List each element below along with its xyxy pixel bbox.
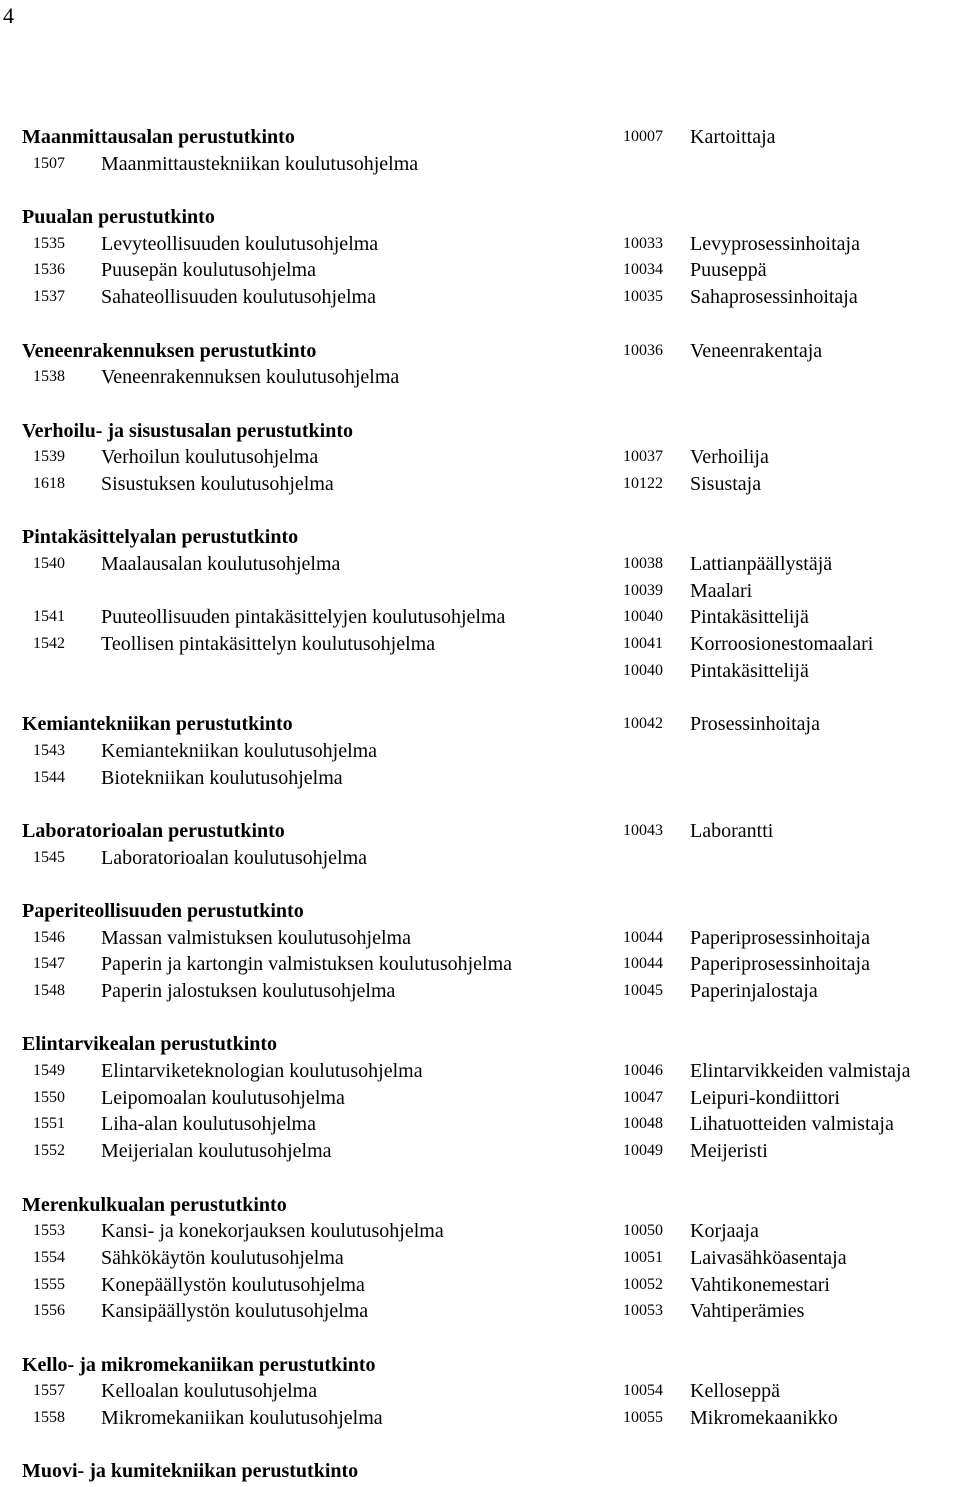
program-name: Liha-alan koulutusohjelma: [101, 1113, 316, 1136]
occupation-name: Paperiprosessinhoitaja: [690, 926, 870, 949]
occupation-name: Sisustaja: [690, 472, 762, 495]
occupation-code: 10050: [623, 1222, 663, 1240]
program-row: [0, 1058, 960, 1085]
occupation-code: 10055: [623, 1409, 663, 1426]
program-code: 1555: [33, 1275, 65, 1293]
occupation-code: 10122: [623, 474, 663, 492]
program-name: Kelloalan koulutusohjelma: [101, 1380, 318, 1403]
occupation-code: 10040: [623, 608, 663, 626]
section-heading-row: [0, 524, 960, 551]
program-code: 1543: [33, 741, 65, 759]
program-code: 1557: [33, 1382, 65, 1400]
program-row: [0, 604, 960, 631]
occupation-name: Meijeristi: [690, 1140, 768, 1163]
occupation-code: 10007: [623, 128, 663, 145]
program-row: [0, 978, 960, 1005]
occupation-code: 10048: [623, 1115, 663, 1133]
page-number: 4: [3, 3, 14, 28]
section-title: Merenkulkualan perustutkinto: [22, 1193, 287, 1216]
occupation-code: 10054: [623, 1382, 663, 1400]
section-spacer: [0, 498, 960, 525]
occupation-code: 10053: [623, 1302, 663, 1320]
program-code: 1541: [33, 608, 65, 626]
section-heading-row: [0, 1192, 960, 1219]
program-code: 1547: [33, 955, 65, 973]
occupation-code: 10034: [623, 261, 663, 279]
occupation-name: Verhoilija: [690, 446, 769, 469]
program-row: [0, 364, 960, 391]
occupation-name: Vahtiperämies: [690, 1300, 805, 1323]
program-code: 1545: [33, 848, 65, 866]
program-row: [0, 257, 960, 284]
program-name: Sähkökäytön koulutusohjelma: [101, 1246, 344, 1269]
program-name: Teollisen pintakäsittelyn koulutusohjelma: [101, 633, 436, 656]
section-title: Elintarvikealan perustutkinto: [22, 1033, 278, 1056]
program-code: 1554: [33, 1248, 65, 1266]
section-heading-row: [0, 1352, 960, 1379]
occupation-code: 10041: [623, 635, 663, 653]
program-code: 1558: [33, 1409, 65, 1426]
program-name: Verhoilun koulutusohjelma: [101, 446, 319, 469]
program-code: 1542: [33, 635, 65, 653]
program-code: 1553: [33, 1222, 65, 1240]
program-name: Sisustuksen koulutusohjelma: [101, 472, 334, 495]
program-row: [0, 631, 960, 658]
program-name: Massan valmistuksen koulutusohjelma: [101, 926, 411, 949]
section-heading-row: [0, 124, 960, 151]
section-heading-row: [0, 818, 960, 845]
program-row: [0, 1405, 960, 1432]
program-row: [0, 1298, 960, 1325]
program-row: [0, 284, 960, 311]
section-title: Puualan perustutkinto: [22, 206, 215, 229]
occupation-name: Veneenrakentaja: [690, 339, 823, 362]
program-row: [0, 845, 960, 872]
section-spacer: [0, 311, 960, 338]
section-title: Maanmittausalan perustutkinto: [22, 126, 295, 148]
program-name: Levyteollisuuden koulutusohjelma: [101, 232, 379, 255]
occupation-name: Laivasähköasentaja: [690, 1246, 847, 1269]
occupation-code: 10036: [623, 341, 663, 359]
program-row: [0, 951, 960, 978]
qualification-list: [0, 124, 960, 1485]
program-code: 1535: [33, 234, 65, 252]
program-name: Meijerialan koulutusohjelma: [101, 1140, 332, 1163]
section-title: Paperiteollisuuden perustutkinto: [22, 899, 304, 922]
occupation-code: 10049: [623, 1142, 663, 1160]
program-name: Kansi- ja konekorjauksen koulutusohjelma: [101, 1220, 444, 1243]
occupation-name: Lihatuotteiden valmistaja: [690, 1113, 894, 1136]
section-heading-row: [0, 204, 960, 231]
occupation-code: 10035: [623, 288, 663, 306]
occupation-code: 10044: [623, 928, 663, 946]
occupation-name: Korjaaja: [690, 1220, 759, 1243]
occupation-name: Korroosionestomaalari: [690, 633, 874, 656]
program-name: Kemiantekniikan koulutusohjelma: [101, 739, 378, 762]
program-row: [0, 765, 960, 792]
program-code: 1537: [33, 288, 65, 306]
section-spacer: [0, 871, 960, 898]
program-name: Elintarviketeknologian koulutusohjelma: [101, 1060, 423, 1083]
occupation-name: Sahaprosessinhoitaja: [690, 286, 858, 309]
section-title: Kemiantekniikan perustutkinto: [22, 713, 293, 736]
occupation-name: Levyprosessinhoitaja: [690, 232, 860, 255]
program-code: 1540: [33, 555, 65, 572]
section-title: Verhoilu- ja sisustusalan perustutkinto: [22, 419, 354, 442]
occupation-name: Lattianpäällystäjä: [690, 553, 833, 575]
program-name: Paperin ja kartongin valmistuksen koulutusohjelma: [101, 953, 513, 976]
occupation-code: 10040: [623, 661, 663, 679]
section-spacer: [0, 391, 960, 418]
section-spacer: [0, 1432, 960, 1459]
program-row: [0, 231, 960, 258]
program-row: [0, 444, 960, 471]
program-name: Veneenrakennuksen koulutusohjelma: [101, 366, 400, 389]
occupation-code: 10051: [623, 1248, 663, 1266]
program-row: [0, 925, 960, 952]
program-name: Maalausalan koulutusohjelma: [101, 553, 341, 575]
program-row: [0, 658, 960, 685]
occupation-code: 10046: [623, 1062, 663, 1080]
occupation-name: Puuseppä: [690, 259, 767, 282]
section-heading-row: [0, 1458, 960, 1485]
program-row: [0, 738, 960, 765]
program-row: [0, 551, 960, 578]
section-heading-row: [0, 418, 960, 445]
program-code: 1507: [33, 154, 65, 172]
section-spacer: [0, 1005, 960, 1032]
occupation-code: 10042: [623, 715, 663, 733]
occupation-name: Pintakäsittelijä: [690, 659, 809, 682]
occupation-name: Pintakäsittelijä: [690, 606, 809, 629]
section-heading-row: [0, 711, 960, 738]
program-name: Paperin jalostuksen koulutusohjelma: [101, 980, 396, 1002]
occupation-code: 10033: [623, 234, 663, 252]
program-code: 1538: [33, 368, 65, 386]
program-code: 1539: [33, 448, 65, 466]
program-row: [0, 1138, 960, 1165]
program-row: [0, 578, 960, 605]
program-code: 1550: [33, 1088, 65, 1106]
program-row: [0, 1111, 960, 1138]
program-row: [0, 1218, 960, 1245]
section-spacer: [0, 1165, 960, 1192]
occupation-code: 10038: [623, 555, 663, 572]
program-code: 1552: [33, 1142, 65, 1160]
occupation-code: 10047: [623, 1088, 663, 1106]
program-name: Sahateollisuuden koulutusohjelma: [101, 286, 376, 309]
section-title: Muovi- ja kumitekniikan perustutkinto: [22, 1460, 359, 1483]
program-row: [0, 1378, 960, 1405]
section-title: Veneenrakennuksen perustutkinto: [22, 339, 317, 362]
program-row: [0, 1085, 960, 1112]
occupation-code: 10044: [623, 955, 663, 973]
occupation-code: 10043: [623, 821, 663, 839]
program-row: [0, 1245, 960, 1272]
program-code: 1548: [33, 982, 65, 999]
program-code: 1546: [33, 928, 65, 946]
program-code: 1551: [33, 1115, 65, 1133]
program-row: [0, 151, 960, 178]
program-name: Konepäällystön koulutusohjelma: [101, 1273, 365, 1296]
program-name: Puuteollisuuden pintakäsittelyjen koulutusohjelma: [101, 606, 506, 629]
program-row: [0, 471, 960, 498]
program-name: Puusepän koulutusohjelma: [101, 259, 316, 282]
occupation-code: 10037: [623, 448, 663, 466]
occupation-name: Vahtikonemestari: [690, 1273, 830, 1296]
occupation-name: Mikromekaanikko: [690, 1407, 838, 1429]
section-title: Laboratorioalan perustutkinto: [22, 819, 285, 842]
program-code: 1556: [33, 1302, 65, 1320]
occupation-name: Prosessinhoitaja: [690, 713, 820, 736]
section-heading-row: [0, 898, 960, 925]
occupation-name: Leipuri-kondiittori: [690, 1086, 840, 1109]
section-spacer: [0, 177, 960, 204]
occupation-name: Maalari: [690, 579, 753, 602]
section-heading-row: [0, 1031, 960, 1058]
occupation-name: Paperinjalostaja: [690, 980, 818, 1002]
section-spacer: [0, 1325, 960, 1352]
occupation-name: Elintarvikkeiden valmistaja: [690, 1060, 911, 1083]
section-spacer: [0, 791, 960, 818]
occupation-code: 10045: [623, 982, 663, 999]
program-row: [0, 1272, 960, 1299]
occupation-code: 10039: [623, 581, 663, 599]
program-code: 1536: [33, 261, 65, 279]
program-code: 1549: [33, 1062, 65, 1080]
program-name: Mikromekaniikan koulutusohjelma: [101, 1407, 383, 1429]
program-code: 1618: [33, 474, 65, 492]
program-name: Kansipäällystön koulutusohjelma: [101, 1300, 369, 1323]
occupation-code: 10052: [623, 1275, 663, 1293]
program-name: Leipomoalan koulutusohjelma: [101, 1086, 345, 1109]
section-title: Kello- ja mikromekaniikan perustutkinto: [22, 1353, 376, 1376]
program-name: Laboratorioalan koulutusohjelma: [101, 846, 368, 869]
occupation-name: Paperiprosessinhoitaja: [690, 953, 870, 976]
program-name: Biotekniikan koulutusohjelma: [101, 766, 343, 789]
section-heading-row: [0, 338, 960, 365]
occupation-name: Kelloseppä: [690, 1380, 780, 1403]
program-name: Maanmittaustekniikan koulutusohjelma: [101, 152, 419, 175]
occupation-name: Kartoittaja: [690, 126, 776, 148]
program-code: 1544: [33, 768, 65, 786]
section-title: Pintakäsittelyalan perustutkinto: [22, 526, 299, 549]
occupation-name: Laborantti: [690, 819, 774, 842]
section-spacer: [0, 684, 960, 711]
